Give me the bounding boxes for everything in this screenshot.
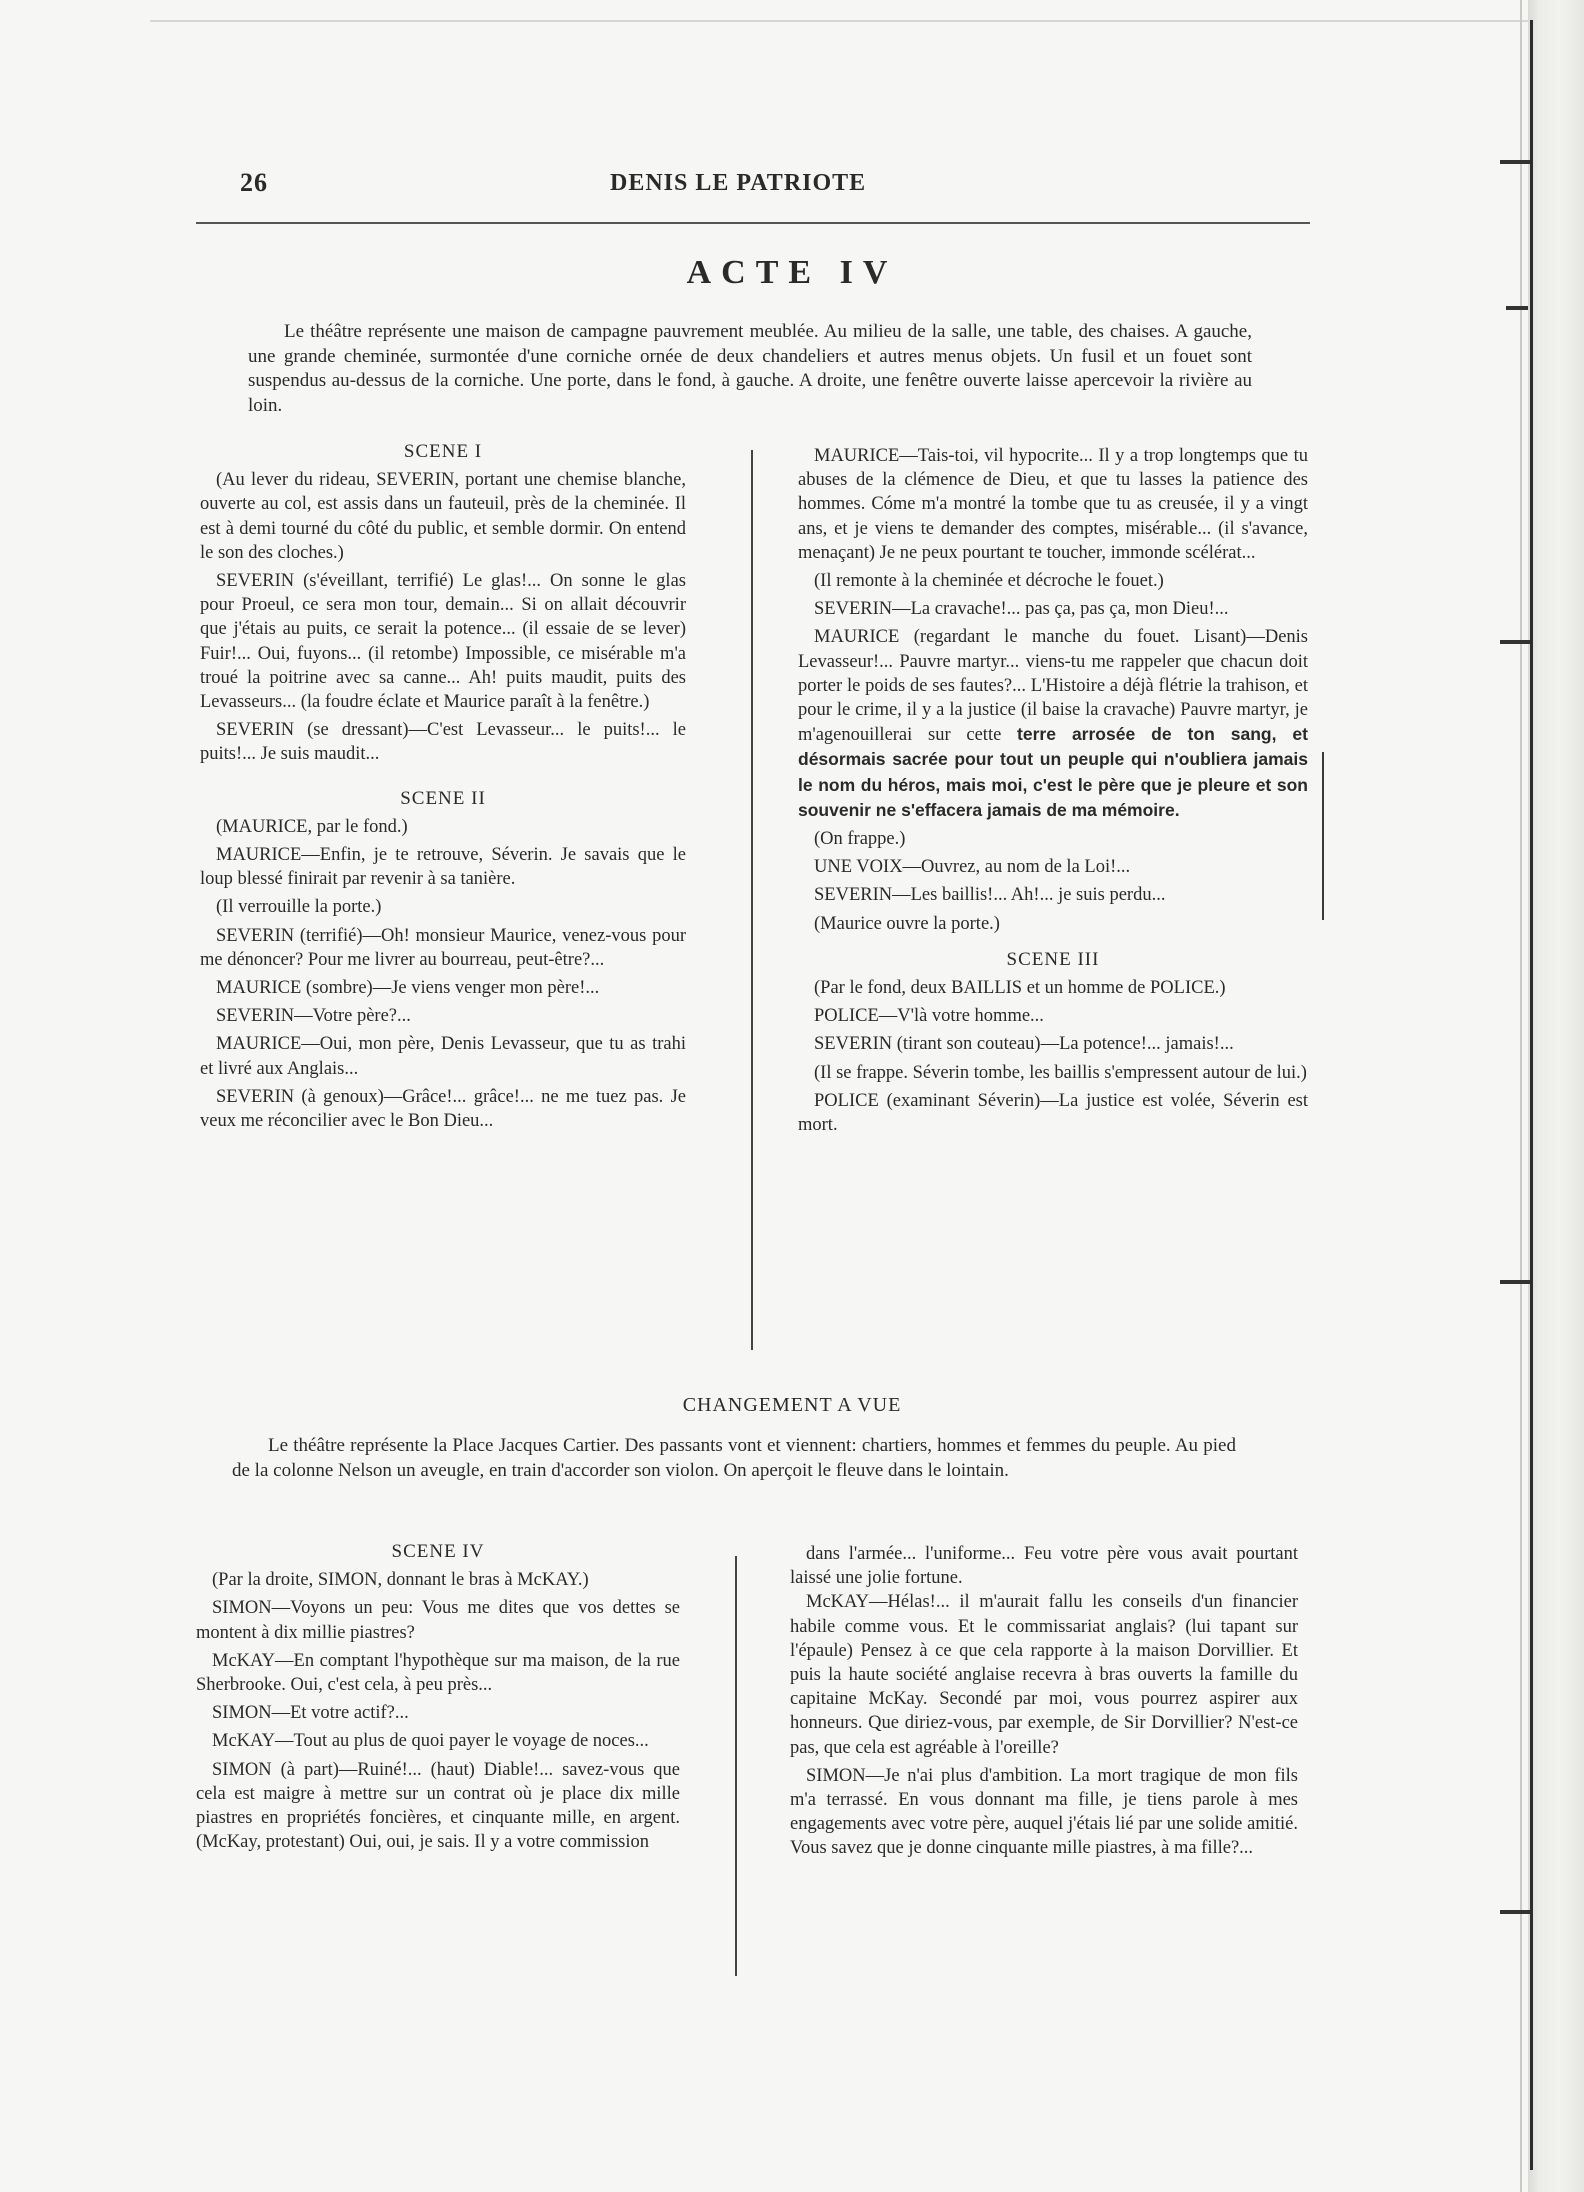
book-binding (1528, 0, 1584, 2192)
paragraph (798, 625, 1308, 823)
binding-mark (1500, 160, 1530, 164)
paragraph: SIMON (à part)—Ruiné!... (haut) Diable!... savez-vous que cela est maigre à mettre sur un contrat où je place dix mille piastres en propriétés foncières, et cinquante mille, en argent. (McKay, protestant) Oui, oui, je sais. Il y a votre commission (196, 1759, 680, 1853)
act-title: ACTE IV (686, 254, 898, 291)
paragraph-text: MAURICE (regardant le manche du fouet. Lisant)—Denis Levasseur!... Pauvre martyr... viens-tu me rappeler que chacun doit porter le poids de ses fautes?... L'Histoire a déjà flétrie la trahison, et pour le crime, il y a la justice (il baise la cravache) Pauvre martyr, je m'agenouillerai sur cette (798, 627, 1308, 746)
paragraph: SIMON—Et votre actif?... (212, 1703, 409, 1724)
scene-heading: SCENE I (403, 441, 483, 462)
paragraph: SEVERIN—Les baillis!... Ah!... je suis perdu... (814, 885, 1166, 906)
paragraph: MAURICE—Tais-toi, vil hypocrite... Il y a trop longtemps que tu abuses de la clémence de Dieu, et que tu lasses la patience des hommes. Cóme m'a montré la tombe que tu as creusée, il y a vingt ans, et je viens te demander des comptes, misérable... (il s'avance, menaçant) Je ne peux pourtant te toucher, immonde scélérat... (798, 446, 1308, 563)
bold-passage: terre arrosée de ton sang, et désormais sacrée pour tout un peuple qui n'oubliera jamais le nom du héros, mais moi, c'est le père que je pleure et son souvenir ne s'effacera jamais de ma mémoire. (798, 724, 1308, 820)
paragraph: (MAURICE, par le fond.) (216, 816, 408, 837)
running-title: DENIS LE PATRIOTE (610, 170, 867, 196)
paragraph: MAURICE—Enfin, je te retrouve, Séverin. Je savais que le loup blessé finirait par revenir à sa tanière. (200, 845, 686, 890)
paragraph: SEVERIN—Votre père?... (216, 1006, 411, 1027)
paragraph: (On frappe.) (814, 829, 906, 850)
scene-heading: SCENE II (400, 787, 486, 809)
paragraph: dans l'armée... l'uniforme... Feu votre père vous avait pourtant laissé une jolie fortune. (790, 1544, 1298, 1589)
change-heading: CHANGEMENT A VUE (682, 1394, 902, 1416)
column-divider (735, 1556, 737, 1976)
binding-mark (1500, 640, 1530, 644)
left-column (200, 440, 686, 1137)
binding-edge (1530, 20, 1533, 2170)
header-rule (196, 222, 1310, 224)
paragraph: (Il verrouille la porte.) (216, 897, 382, 918)
scene-heading: SCENE III (1006, 948, 1100, 970)
binding-mark (1500, 1280, 1530, 1284)
binding-shadow (1520, 0, 1522, 2192)
paragraph: SEVERIN (s'éveillant, terrifié) Le glas!... On sonne le glas pour Proeul, ce sera mon tour, demain... Si on allait découvrir que j'étais au puits, ce serait la potence... (il essaie de se lever) Fuir!... Oui, fuyons... (il retombe) Impossible, ce misérable m'a troué la poitrine avec sa canne... Ah! puits maudit, puits des Levasseurs... (la foudre éclate et Maurice paraît à la fenêtre.) (200, 571, 686, 713)
paragraph: MAURICE (sombre)—Je viens venger mon père!... (216, 978, 600, 999)
paragraph: MAURICE—Oui, mon père, Denis Levasseur, que tu as trahi et livré aux Anglais... (200, 1034, 686, 1079)
paragraph: (Il remonte à la cheminée et décroche le fouet.) (814, 571, 1164, 592)
paragraph: POLICE (examinant Séverin)—La justice est volée, Séverin est mort. (798, 1090, 1308, 1136)
paragraph: POLICE—V'là votre homme... (814, 1006, 1044, 1027)
paragraph: McKAY—Hélas!... il m'aurait fallu les conseils d'un financier habile comme vous. Et le commissariat anglais? (lui tapant sur l'épaule) Pensez à ce que cela rapporte à la maison Dorvillier. Et puis la haute société anglaise recevra à bras ouverts la famille du capitaine McKay. Secondé par moi, vous pourrez aspirer aux honneurs. Que diriez-vous, par exemple, de Sir Dorvillier? N'est-ce pas, que cela est agréable à l'oreille? (790, 1592, 1298, 1758)
stage-direction: Le théâtre représente une maison de campagne pauvrement meublée. Au milieu de la salle, une table, des chaises. A gauche, une grande cheminée, surmontée d'une corniche ornée de deux chandeliers et autres menus objets. Un fusil et un fouet sont suspendus au-dessus de la corniche. Une porte, dans le fond, à gauche. A droite, une fenêtre ouverte laisse apercevoir la rivière au loin. (248, 321, 1252, 416)
binding-mark (1500, 1910, 1530, 1914)
paragraph: SEVERIN—La cravache!... pas ça, pas ça, mon Dieu!... (814, 599, 1229, 620)
paragraph: (Par la droite, SIMON, donnant le bras à McKAY.) (212, 1570, 589, 1591)
paragraph: SEVERIN (à genoux)—Grâce!... grâce!... ne me tuez pas. Je veux me réconcilier avec le Bon Dieu... (200, 1086, 686, 1132)
scene-heading: SCENE IV (391, 1541, 485, 1562)
running-header (240, 168, 1310, 208)
column-divider (751, 450, 753, 1350)
page-number: 26 (240, 168, 268, 197)
paragraph: (Au lever du rideau, SEVERIN, portant une chemise blanche, ouverte au col, est assis dans un fauteuil, près de la cheminée. Il est à demi tourné du côté du public, et semble dormir. On entend le son des cloches.) (200, 470, 686, 563)
paragraph: McKAY—En comptant l'hypothèque sur ma maison, de la rue Sherbrooke. Oui, c'est cela, à peu près... (196, 1650, 680, 1696)
paragraph: (Maurice ouvre la porte.) (814, 913, 1000, 934)
binding-mark (1506, 306, 1528, 310)
margin-mark (1322, 752, 1324, 920)
paragraph: UNE VOIX—Ouvrez, au nom de la Loi!... (814, 857, 1131, 878)
right-column (798, 444, 1308, 1141)
paragraph: McKAY—Tout au plus de quoi payer le voyage de noces... (212, 1731, 649, 1752)
left-column (196, 1540, 680, 1858)
scan-edge (150, 20, 1530, 22)
paragraph: SIMON—Je n'ai plus d'ambition. La mort tragique de mon fils m'a terrassé. En vous donnant ma fille, je tiens parole à mes engagements avec votre père, auquel j'étais lié par une solide amitié. Vous savez que je donne cinquante mille piastres, à ma fille?... (790, 1765, 1298, 1859)
paragraph: (Il se frappe. Séverin tombe, les baillis s'empressent autour de lui.) (814, 1062, 1307, 1083)
stage-direction: Le théâtre représente la Place Jacques Cartier. Des passants vont et viennent: chartiers, hommes et femmes du peuple. Au pied de la colonne Nelson un aveugle, en train d'accorder son violon. On aperçoit le fleuve dans le lointain. (232, 1435, 1236, 1481)
paragraph: SEVERIN (tirant son couteau)—La potence!... jamais!... (814, 1034, 1234, 1055)
paragraph: SIMON—Voyons un peu: Vous me dites que vos dettes se montent à dix millie piastres? (196, 1598, 680, 1643)
paragraph: SEVERIN (se dressant)—C'est Levasseur... le puits!... le puits!... Je suis maudit... (200, 720, 686, 765)
paragraph: (Par le fond, deux BAILLIS et un homme de POLICE.) (814, 978, 1226, 999)
right-column (790, 1542, 1298, 1865)
paragraph: SEVERIN (terrifié)—Oh! monsieur Maurice, venez-vous pour me dénoncer? Pour me livrer au bourreau, peut-être?... (200, 925, 686, 970)
